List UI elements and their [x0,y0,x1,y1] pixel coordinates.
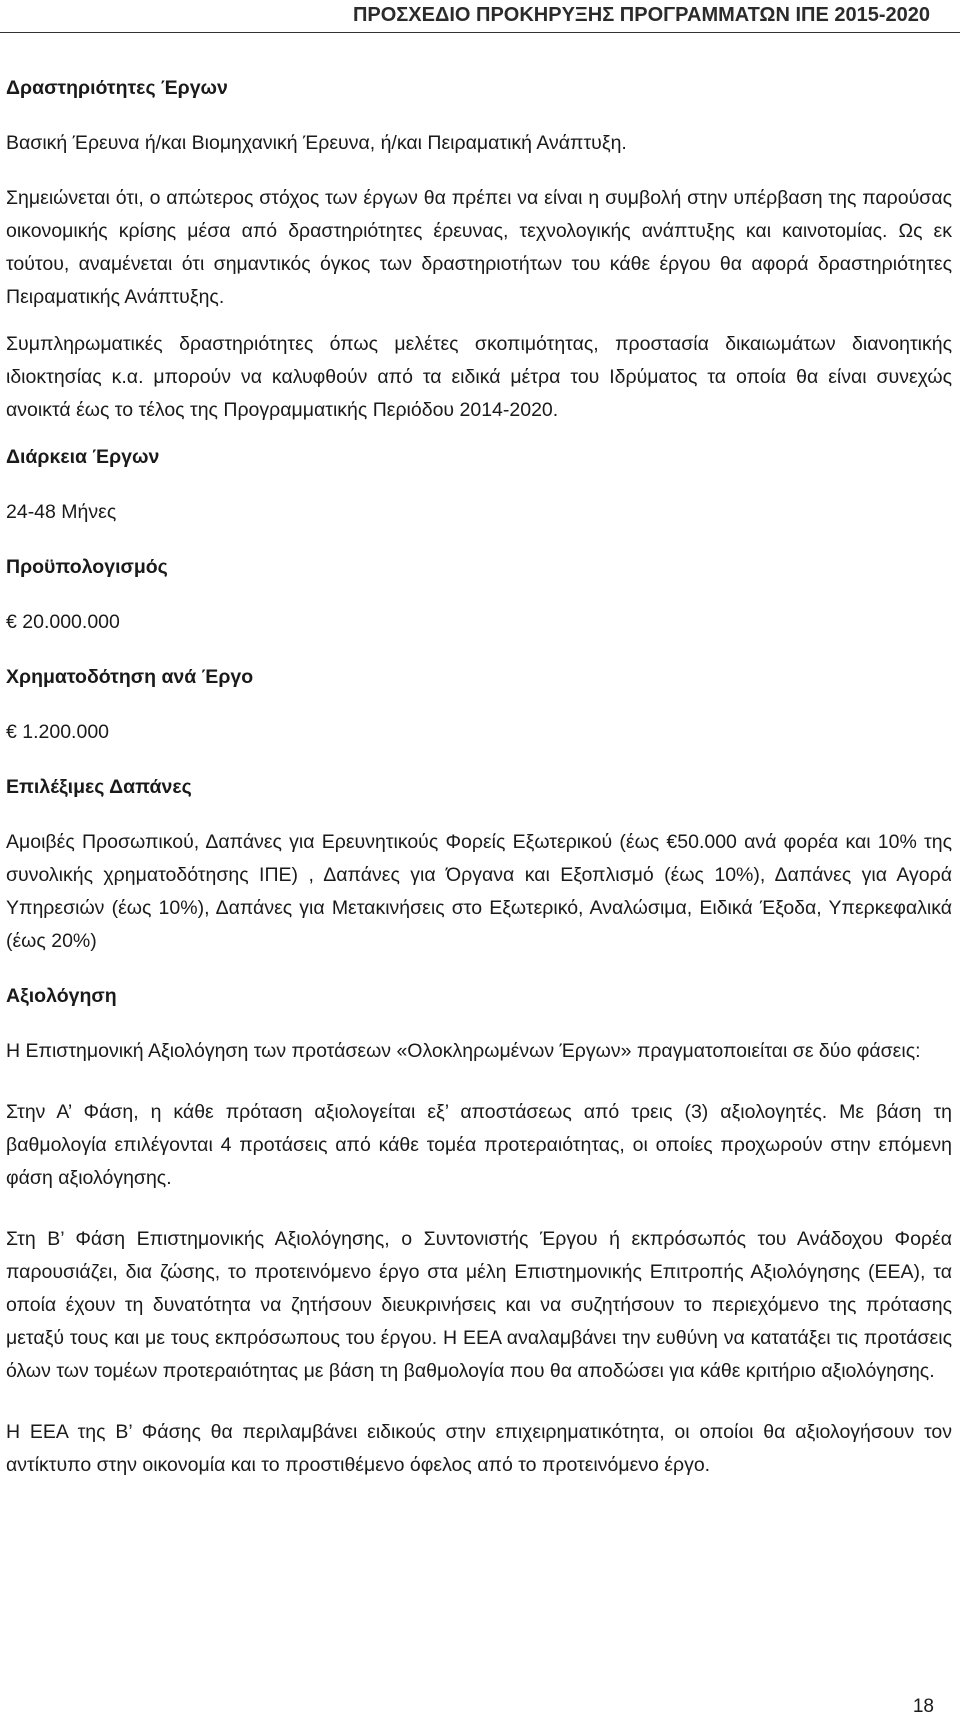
evaluation-paragraph-3: Στη Β’ Φάση Επιστημονικής Αξιολόγησης, ο Συντονιστής Έργου ή εκπρόσωπός του Ανάδοχου Φορέα παρουσιάζει, δια ζώσης, το προτεινόμενο έργο στα μέλη Επιστημονικής Επιτροπής Αξιολόγησης (ΕΕΑ), τα οποία έχουν τη δυνατότητα να ζητήσουν διευκρινήσεις και να συζητήσουν το περιεχόμενο της πρότασης μεταξύ τους και με τους εκπρόσωπους του έργου. Η ΕΕΑ αναλαμβάνει την ευθύνη να κατατάξει τις προτάσεις όλων των τομέων προτεραιότητας με βάση τη βαθμολογία που θα αποδώσει για κάθε κριτήριο αξιολόγησης. [6,1228,952,1382]
document-header-title: ΠΡΟΣΧΕΔΙΟ ΠΡΟΚΗΡΥΞΗΣ ΠΡΟΓΡΑΜΜΑΤΩΝ ΙΠΕ 2015-2020 [352,4,930,26]
page-number: 18 [912,1696,934,1717]
budget-value: € 20.000.000 [6,611,120,633]
evaluation-paragraph-4: Η ΕΕΑ της Β’ Φάσης θα περιλαμβάνει ειδικούς στην επιχειρηματικότητα, οι οποίοι θα αξιολογήσουν τον αντίκτυπο στην οικονομία και το προστιθέμενο όφελος από το προτεινόμενο έργο. [6,1421,952,1476]
activities-paragraph-1: Βασική Έρευνα ή/και Βιομηχανική Έρευνα, ή/και Πειραματική Ανάπτυξη. [6,132,627,154]
evaluation-paragraph-2: Στην Α’ Φάση, η κάθε πρόταση αξιολογείται εξ’ αποστάσεως από τρεις (3) αξιολογητές. Με βάση τη βαθμολογία επιλέγονται 4 προτάσεις από κάθε τομέα προτεραιότητας, οι οποίες προχωρούν στην επόμενη φάση αξιολόγησης. [6,1101,952,1189]
evaluation-paragraph-1: Η Επιστημονική Αξιολόγηση των προτάσεων «Ολοκληρωμένων Έργων» πραγματοποιείται σε δύο φάσεις: [6,1040,921,1062]
section-heading-evaluation: Αξιολόγηση [6,985,117,1007]
eligible-costs-paragraph: Αμοιβές Προσωπικού, Δαπάνες για Ερευνητικούς Φορείς Εξωτερικού (έως €50.000 ανά φορέα και 10% της συνολικής χρηματοδότησης ΙΠΕ) , Δαπάνες για Όργανα και Εξοπλισμό (έως 10%), Δαπάνες για Αγορά Υπηρεσιών (έως 10%), Δαπάνες για Μετακινήσεις στο Εξωτερικό, Αναλώσιμα, Ειδικά Έξοδα, Υπερκεφαλικά (έως 20%) [6,831,952,952]
activities-paragraph-3: Συμπληρωματικές δραστηριότητες όπως μελέτες σκοπιμότητας, προστασία δικαιωμάτων διανοητικής ιδιοκτησίας κ.α. μπορούν να καλυφθούν από τα ειδικά μέτρα του Ιδρύματος τα οποία θα είναι συνεχώς ανοικτά έως το τέλος της Προγραμματικής Περιόδου 2014-2020. [6,333,952,421]
section-heading-duration: Διάρκεια Έργων [6,446,160,468]
section-heading-eligible-costs: Επιλέξιμες Δαπάνες [6,776,192,798]
section-heading-activities: Δραστηριότητες Έργων [6,77,228,99]
funding-value: € 1.200.000 [6,721,110,743]
section-heading-funding: Χρηματοδότηση ανά Έργο [6,666,254,688]
duration-value: 24-48 Μήνες [6,501,117,523]
section-heading-budget: Προϋπολογισμός [6,556,168,578]
activities-paragraph-2: Σημειώνεται ότι, ο απώτερος στόχος των έργων θα πρέπει να είναι η συμβολή στην υπέρβαση της παρούσας οικονομικής κρίσης μέσα από δραστηριότητες έρευνας, τεχνολογικής ανάπτυξης και καινοτομίας. Ως εκ τούτου, αναμένεται ότι σημαντικός όγκος των δραστηριοτήτων του κάθε έργου θα αφορά δραστηριότητες Πειραματικής Ανάπτυξης. [6,187,952,308]
header-divider [0,32,960,33]
document-body [6,72,952,1482]
